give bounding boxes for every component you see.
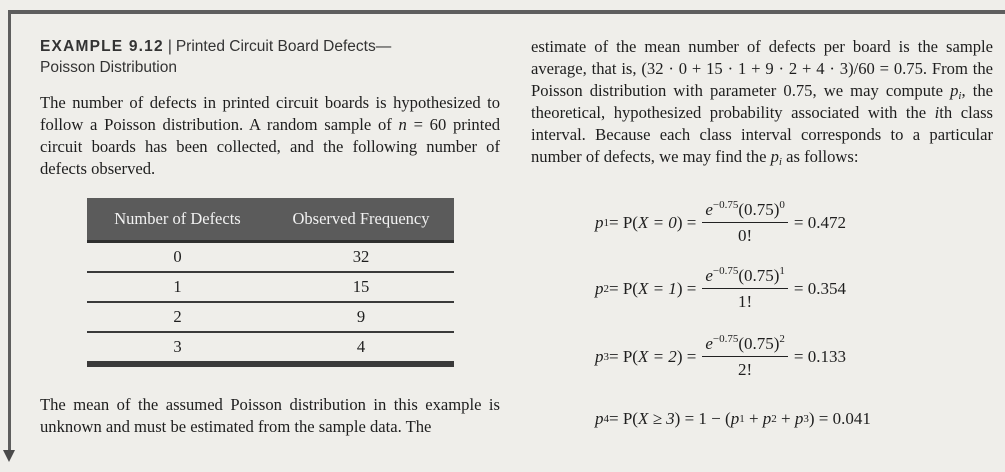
cell-frequency: 32	[352, 247, 370, 266]
defects-table	[87, 198, 454, 367]
left-column	[40, 36, 500, 180]
eq-result: = 0.133	[793, 347, 846, 366]
cell-defects: 0	[173, 247, 182, 266]
eq-den: 1!	[738, 292, 753, 311]
eq-power: 0	[779, 199, 785, 211]
eq-prob-close: ) =	[676, 347, 697, 366]
eq-lambda: (0.75)	[738, 200, 780, 219]
header-number-of-defects: Number of Defects	[114, 209, 241, 228]
eq-event: X ≥ 3	[637, 409, 675, 428]
example-separator: |	[167, 38, 172, 55]
eq-e: e	[705, 334, 713, 353]
bottom-paragraph: The mean of the assumed Poisson distribution in this example is unknown and must be estimated from the sample data. The	[40, 395, 500, 436]
example-side-rule	[8, 10, 11, 454]
example-title-line1: Printed Circuit Board Defects—	[175, 38, 392, 55]
cell-defects: 2	[173, 307, 182, 326]
continue-arrow-icon	[3, 450, 15, 462]
eq-p: p	[730, 409, 740, 428]
eq-prob-open: = P(	[609, 213, 638, 232]
eq-p: p	[595, 279, 604, 298]
eq-fraction	[702, 200, 788, 246]
eq-p: p	[595, 213, 604, 232]
equation-p2: p 2 = P( X = 1 ) = $\frac{e^{-0.75}(0.75)^1}{1!}$ = 0.354	[595, 265, 846, 311]
var-i: i	[934, 103, 940, 122]
estimate-paragraph	[531, 36, 993, 168]
eq-lambda: (0.75)	[738, 334, 780, 353]
eq-power: 2	[779, 333, 785, 345]
cell-defects: 1	[173, 277, 182, 296]
intro-var-n: n	[398, 115, 407, 134]
equation-p3: p 3 = P( X = 2 ) = $\frac{e^{-0.75}(0.75)^2}{2!}$ = 0.133	[595, 333, 846, 379]
eq-p: p	[595, 347, 604, 366]
intro-text-a: The number of defects in printed circuit boards is hypothesized to follow a Poisson distribution. A random sample of	[40, 93, 500, 134]
table-header	[87, 198, 454, 243]
eq-prob-close: ) =	[676, 213, 697, 232]
eq-power: 1	[779, 265, 785, 277]
var-p: p	[770, 147, 779, 166]
table-row	[87, 273, 454, 303]
table-row	[87, 243, 454, 273]
eq-lambda: (0.75)	[738, 266, 780, 285]
estimate-text-b: , the theoretical, hypothesized probability associated with the	[531, 81, 993, 122]
table-row	[87, 303, 454, 333]
var-p: p	[950, 81, 959, 100]
eq-den: 2!	[738, 360, 753, 379]
sub-i: i	[958, 90, 962, 102]
eq-prob-close: ) =	[676, 279, 697, 298]
eq-fraction	[702, 334, 788, 380]
estimate-text-c: th class interval. Because each class interval corresponds to a particular number of defects, we may find the	[531, 103, 993, 166]
header-observed-frequency: Observed Frequency	[292, 209, 430, 228]
example-top-rule	[8, 10, 1005, 14]
cell-frequency: 4	[356, 337, 366, 356]
eq-rhs: = 1 − (	[684, 409, 731, 428]
table-row	[87, 333, 454, 367]
eq-event: X = 0	[637, 213, 677, 232]
eq-den: 0!	[738, 226, 753, 245]
eq-fraction	[702, 266, 788, 312]
eq-prob-open: = P(	[609, 279, 638, 298]
eq-p: p	[762, 409, 772, 428]
sub-i: i	[778, 156, 782, 168]
eq-event: X = 1	[637, 279, 677, 298]
eq-e: e	[705, 200, 713, 219]
eq-e: e	[705, 266, 713, 285]
cell-frequency: 15	[352, 277, 370, 296]
eq-prob-open: = P(	[609, 409, 638, 428]
eq-p: p	[794, 409, 804, 428]
eq-exp: −0.75	[712, 265, 739, 277]
eq-result: ) = 0.041	[808, 409, 871, 428]
eq-exp: −0.75	[712, 333, 739, 345]
eq-prob-open: = P(	[609, 347, 638, 366]
intro-paragraph	[40, 92, 500, 180]
cell-defects: 3	[173, 337, 182, 356]
eq-result: = 0.354	[793, 279, 846, 298]
eq-p: p	[595, 409, 604, 428]
estimate-text-a: estimate of the mean number of defects per board is the sample average, that is, (32 · 0 + 15 · 1 + 9 · 2 + 4 · 3)/60 = 0.75. From the Poisson distribution with parameter 0.75, we may compute	[531, 37, 993, 100]
right-column	[531, 36, 993, 168]
estimate-text-d: as follows:	[781, 147, 859, 166]
example-title-line2: Poisson Distribution	[40, 59, 177, 76]
example-heading	[40, 36, 500, 78]
equation-p1: p 1 = P( X = 0 ) = $\frac{e^{-0.75}(0.75)^0}{0!}$ = 0.472	[595, 199, 846, 245]
equation-p4: p 4 = P( X ≥ 3 ) = 1 − ( p 1 + p 2 + p 3 ) = 0.041	[595, 409, 871, 428]
example-label: EXAMPLE 9.12	[40, 38, 164, 55]
eq-exp: −0.75	[712, 199, 739, 211]
cell-frequency: 9	[356, 307, 366, 326]
eq-result: = 0.472	[793, 213, 846, 232]
intro-text-b: = 60 printed circuit boards has been collected, and the following number of defects observed.	[40, 115, 500, 178]
eq-event: X = 2	[637, 347, 677, 366]
